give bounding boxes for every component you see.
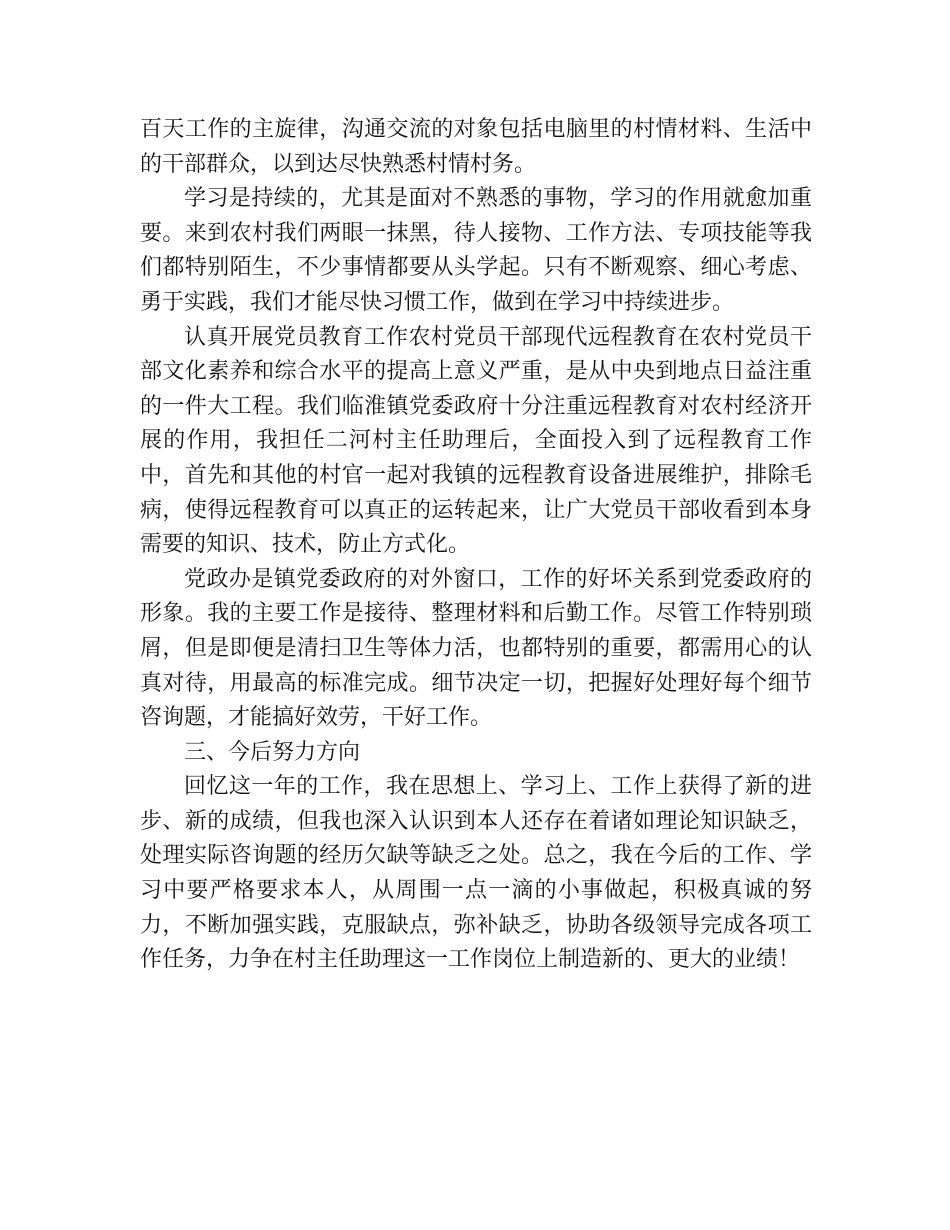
paragraph-party-office: 党政办是镇党委政府的对外窗口，工作的好坏关系到党委政府的形象。我的主要工作是接待、整理材料和后勤工作。尽管工作特别琐屑，但是即便是清扫卫生等体力活，也都特别的重要，都需用心的认真对待，用最高的标准完成。细节决定一切，把握好处理好每个细节咨询题，才能搞好效劳，干好工作。	[140, 566, 812, 731]
paragraph-learning: 学习是持续的，尤其是面对不熟悉的事物，学习的作用就愈加重要。来到农村我们两眼一抹黑，待人接物、工作方法、专项技能等我们都特别陌生，不少事情都要从头学起。只有不断观察、细心考虑、勇于实践，我们才能尽快习惯工作，做到在学习中持续进步。	[140, 186, 812, 315]
document-body	[140, 113, 812, 978]
paragraph-review: 回忆这一年的工作，我在思想上、学习上、工作上获得了新的进步、新的成绩，但我也深入认识到本人还存在着诸如理论知识缺乏，处理实际咨询题的经历欠缺等缺乏之处。总之，我在今后的工作、学习中要严格要求本人，从周围一点一滴的小事做起，积极真诚的努力，不断加强实践，克服缺点，弥补缺乏，协助各级领导完成各项工作任务，力争在村主任助理这一工作岗位上制造新的、更大的业绩！	[140, 774, 812, 973]
paragraph-continued: 百天工作的主旋律，沟通交流的对象包括电脑里的村情材料、生活中的干部群众，以到达尽快熟悉村情村务。	[140, 117, 812, 177]
section-heading-future-direction: 三、今后努力方向	[184, 739, 361, 765]
paragraph-remote-education: 认真开展党员教育工作农村党员干部现代远程教育在农村党员干部文化素养和综合水平的提高上意义严重，是从中央到地点日益注重的一件大工程。我们临淮镇党委政府十分注重远程教育对农村经济开展的作用，我担任二河村主任助理后，全面投入到了远程教育工作中，首先和其他的村官一起对我镇的远程教育设备进展维护，排除毛病，使得远程教育可以真正的运转起来，让广大党员干部收看到本身需要的知识、技术，防止方式化。	[140, 324, 812, 558]
